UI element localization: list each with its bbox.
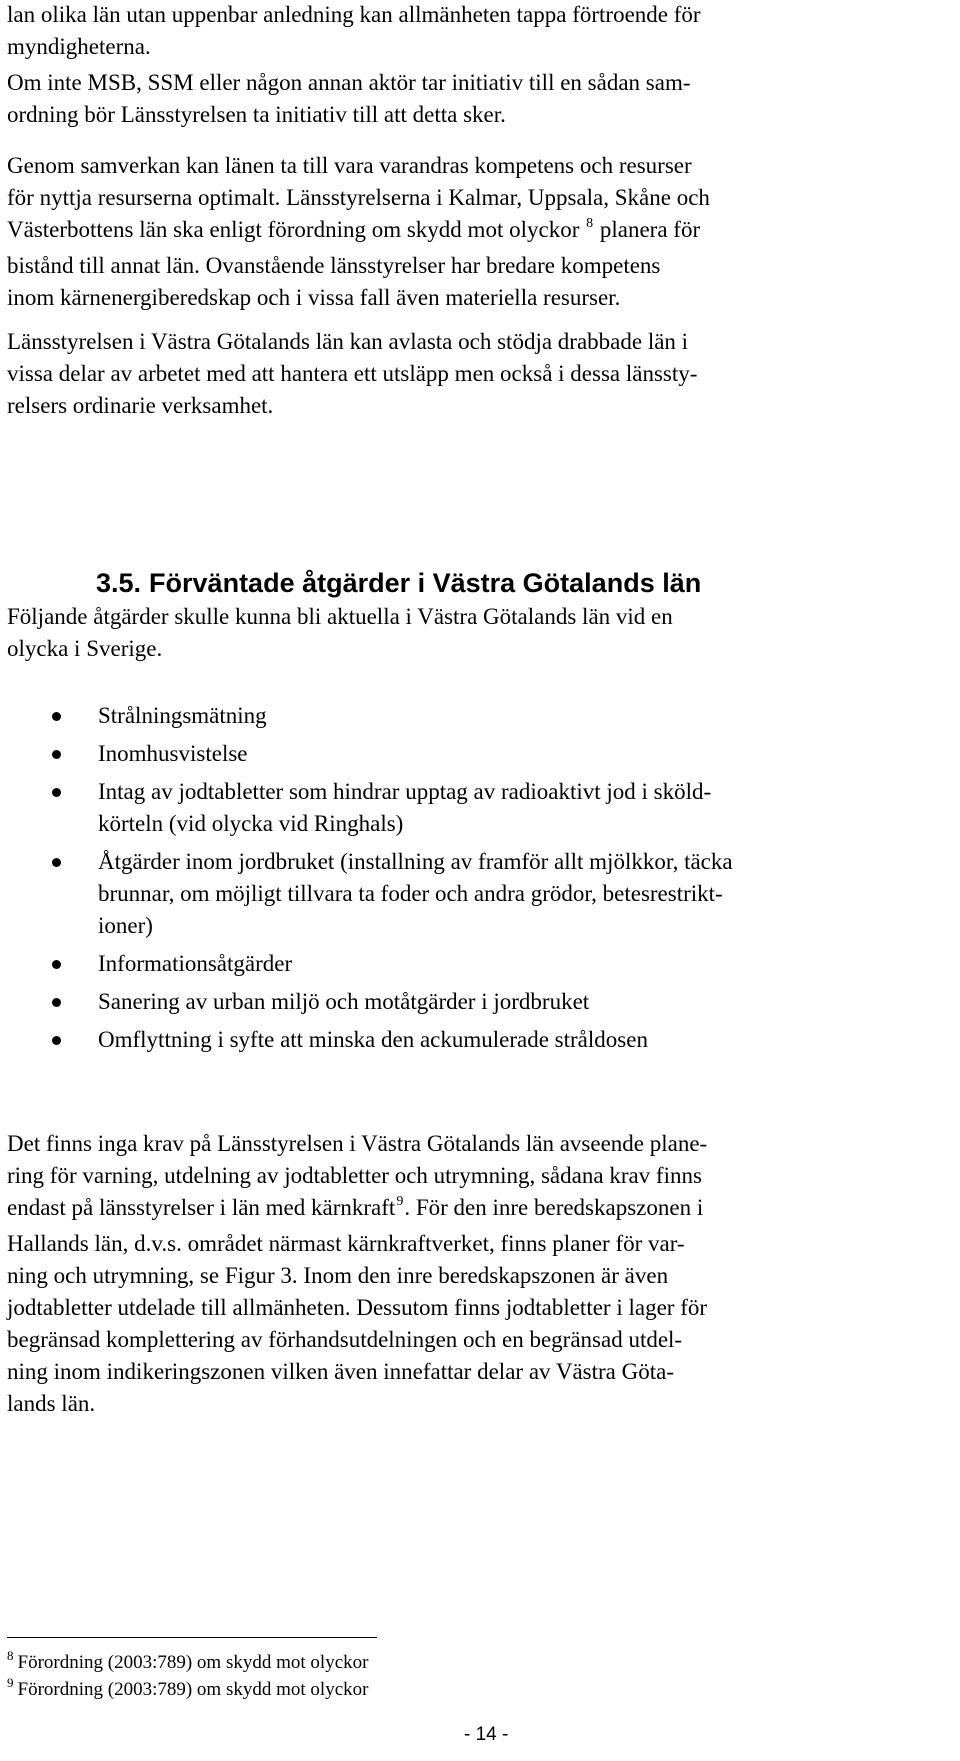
text-segment: planera för	[599, 217, 701, 242]
text-segment: . För den inre beredskapszonen i	[404, 1195, 704, 1220]
paragraph-vastra-gotaland	[7, 326, 697, 422]
measures-list	[7, 700, 733, 1062]
text-segment: endast på länsstyrelser i län med kärnkraft	[7, 1195, 396, 1220]
bullet-icon	[52, 960, 61, 969]
text-line: ning och utrymning, se Figur 3. Inom den inre beredskapszonen är även	[7, 1263, 669, 1288]
list-item	[7, 776, 733, 840]
paragraph-cooperation	[7, 150, 710, 314]
text-line: brunnar, om möjligt tillvara ta foder och andra grödor, betesrestrikt-	[98, 881, 723, 906]
list-item	[7, 700, 733, 732]
section-number: 3.5.	[96, 568, 142, 598]
footnote-number: 8	[7, 1648, 14, 1663]
footnote-text: Förordning (2003:789) om skydd mot olyckor	[17, 1679, 369, 1700]
text-line: Omflyttning i syfte att minska den ackumulerade stråldosen	[98, 1027, 648, 1052]
text-line: Sanering av urban miljö och motåtgärder i jordbruket	[98, 989, 590, 1014]
text-line: ioner)	[98, 913, 153, 938]
text-line: Följande åtgärder skulle kunna bli aktuella i Västra Götalands län vid en	[7, 604, 673, 629]
text-line: Hallands län, d.v.s. området närmast kärnkraftverket, finns planer för var-	[7, 1231, 685, 1256]
text-line: jodtabletter utdelade till allmänheten. Dessutom finns jodtabletter i lager för	[7, 1295, 708, 1320]
bullet-icon	[52, 750, 61, 759]
text-line: för nyttja resurserna optimalt. Länsstyrelserna i Kalmar, Uppsala, Skåne och	[7, 185, 710, 210]
text-line: Inomhusvistelse	[98, 741, 248, 766]
list-item	[7, 948, 733, 980]
footnote-number: 9	[7, 1675, 14, 1690]
text-line: Informationsåtgärder	[98, 951, 293, 976]
footnote-8	[7, 1650, 368, 1677]
paragraph-coordination	[7, 67, 691, 131]
text-line: Om inte MSB, SSM eller någon annan aktör tar initiativ till en sådan sam-	[7, 70, 691, 95]
text-line: lands län.	[7, 1391, 96, 1416]
text-line: ning inom indikeringszonen vilken även innefattar delar av Västra Göta-	[7, 1359, 674, 1384]
text-line: myndigheterna.	[7, 34, 151, 59]
paragraph-requirements	[7, 1128, 707, 1420]
footnotes	[7, 1650, 368, 1704]
list-item	[7, 846, 733, 942]
paragraph-intro	[7, 601, 673, 665]
bullet-icon	[52, 858, 61, 867]
text-line: bistånd till annat län. Ovanstående länsstyrelser har bredare kompetens	[7, 253, 661, 278]
text-line: inom kärnenergiberedskap och i vissa fall även materiella resurser.	[7, 285, 621, 310]
list-item	[7, 738, 733, 770]
paragraph-trust	[7, 0, 701, 63]
text-line	[7, 1192, 707, 1228]
text-line: lan olika län utan uppenbar anledning kan allmänheten tappa förtroende för	[7, 2, 701, 27]
list-item	[7, 1024, 733, 1056]
text-line: Länsstyrelsen i Västra Götalands län kan avlasta och stödja drabbade län i	[7, 329, 689, 354]
footnote-ref-9[interactable]: 9	[396, 1194, 404, 1209]
footnote-ref-8[interactable]: 8	[586, 216, 594, 231]
text-line: ordning bör Länsstyrelsen ta initiativ till att detta sker.	[7, 102, 506, 127]
text-segment: Västerbottens län ska enligt förordning om skydd mot olyckor	[7, 217, 580, 242]
footnote-text: Förordning (2003:789) om skydd mot olyckor	[17, 1652, 369, 1673]
text-line: olycka i Sverige.	[7, 636, 163, 661]
section-title: Förväntade åtgärder i Västra Götalands län	[149, 568, 702, 598]
text-line: Intag av jodtabletter som hindrar upptag av radioaktivt jod i sköld-	[98, 779, 712, 804]
footnote-separator	[7, 1637, 377, 1638]
bullet-icon	[52, 998, 61, 1007]
list-item	[7, 986, 733, 1018]
text-line: Genom samverkan kan länen ta till vara varandras kompetens och resurser	[7, 153, 692, 178]
text-line: körteln (vid olycka vid Ringhals)	[98, 811, 404, 836]
bullet-icon	[52, 1036, 61, 1045]
text-line: begränsad komplettering av förhandsutdelningen och en begränsad utdel-	[7, 1327, 683, 1352]
text-line: vissa delar av arbetet med att hantera ett utsläpp men också i dessa länssty-	[7, 361, 698, 386]
section-heading	[96, 568, 701, 599]
text-line: relsers ordinarie verksamhet.	[7, 393, 274, 418]
text-line	[7, 214, 710, 250]
footnote-9	[7, 1677, 368, 1704]
page-number: - 14 -	[464, 1724, 509, 1745]
text-line: ring för varning, utdelning av jodtabletter och utrymning, sådana krav finns	[7, 1163, 702, 1188]
bullet-icon	[52, 712, 61, 721]
text-line: Åtgärder inom jordbruket (installning av framför allt mjölkkor, täcka	[98, 849, 733, 874]
text-line: Det finns inga krav på Länsstyrelsen i Västra Götalands län avseende plane-	[7, 1131, 708, 1156]
bullet-icon	[52, 788, 61, 797]
text-line: Strålningsmätning	[98, 703, 267, 728]
